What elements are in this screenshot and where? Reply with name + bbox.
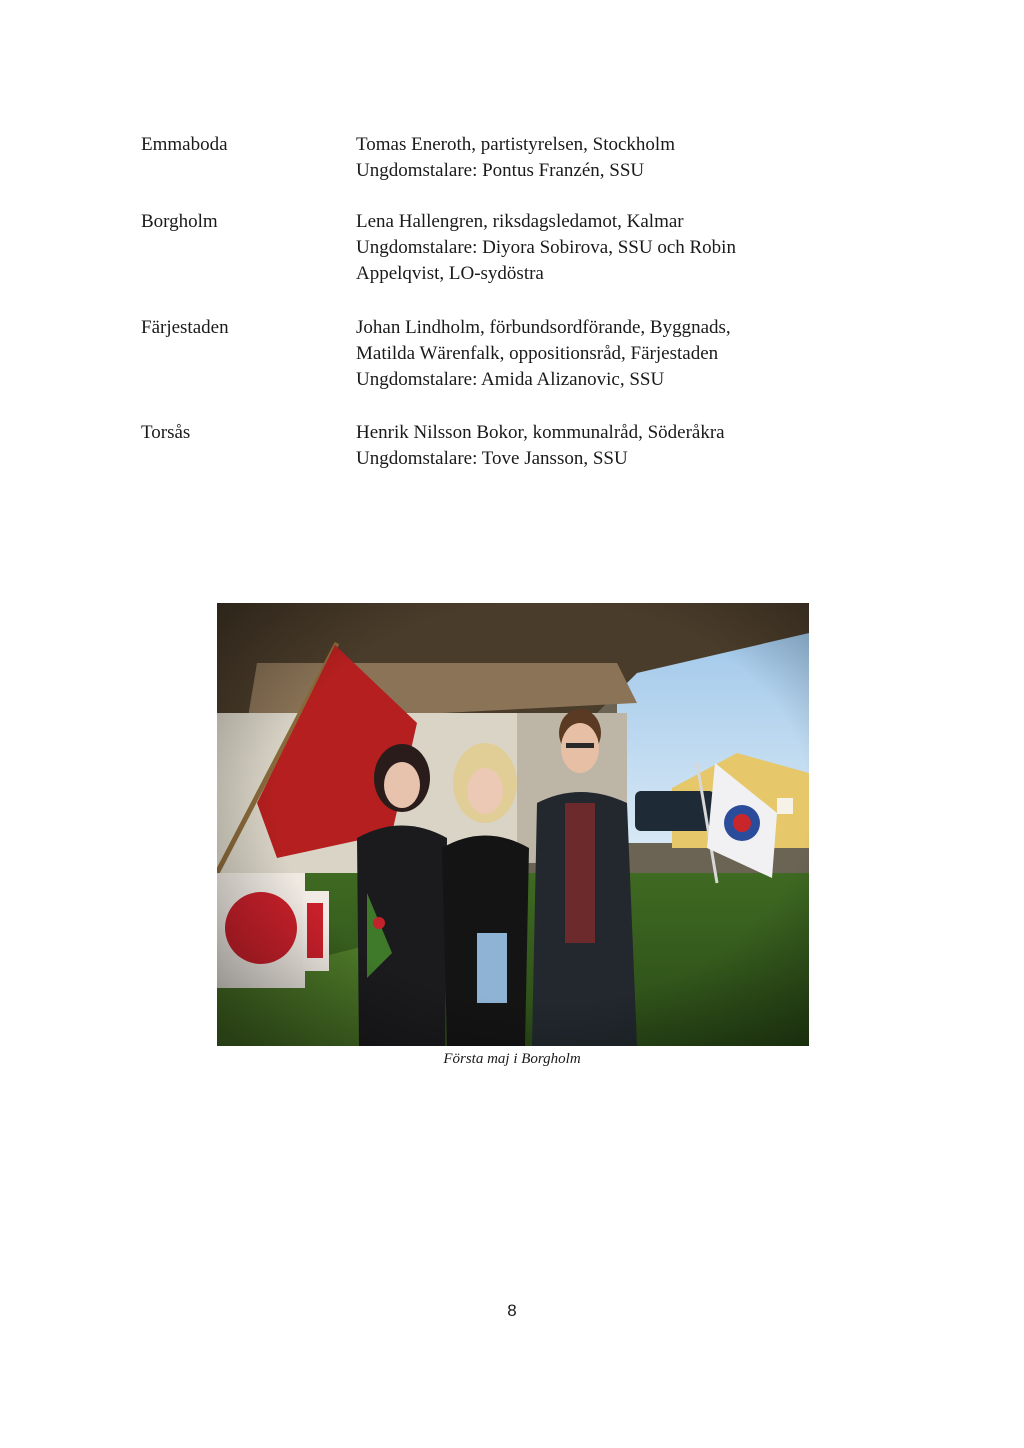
- speaker-list: [356, 420, 876, 472]
- speaker-line: Ungdomstalare: Pontus Franzén, SSU: [356, 160, 645, 181]
- speaker-line: Johan Lindholm, förbundsordförande, Byggnads,: [356, 317, 731, 338]
- speaker-line: Henrik Nilsson Bokor, kommunalråd, Söderåkra: [356, 422, 725, 443]
- speaker-line: Ungdomstalare: Amida Alizanovic, SSU: [356, 369, 665, 390]
- place-name: Torsås: [141, 422, 191, 443]
- speaker-line: Ungdomstalare: Tove Jansson, SSU: [356, 448, 628, 469]
- place-name: Färjestaden: [141, 317, 229, 338]
- speaker-list: [356, 315, 876, 393]
- speaker-list: [356, 132, 876, 184]
- speaker-line: Matilda Wärenfalk, oppositionsråd, Färjestaden: [356, 343, 719, 364]
- speaker-line: Lena Hallengren, riksdagsledamot, Kalmar: [356, 211, 684, 232]
- event-photo: [217, 603, 809, 1046]
- photo-caption: Första maj i Borgholm: [443, 1051, 581, 1067]
- speaker-line: Tomas Eneroth, partistyrelsen, Stockholm: [356, 134, 675, 155]
- place-name: Borgholm: [141, 211, 218, 232]
- page-number: 8: [507, 1301, 517, 1320]
- place-name: Emmaboda: [141, 134, 228, 155]
- speaker-list: [356, 209, 876, 287]
- speaker-line: Appelqvist, LO-sydöstra: [356, 263, 544, 284]
- speaker-line: Ungdomstalare: Diyora Sobirova, SSU och Robin: [356, 237, 736, 258]
